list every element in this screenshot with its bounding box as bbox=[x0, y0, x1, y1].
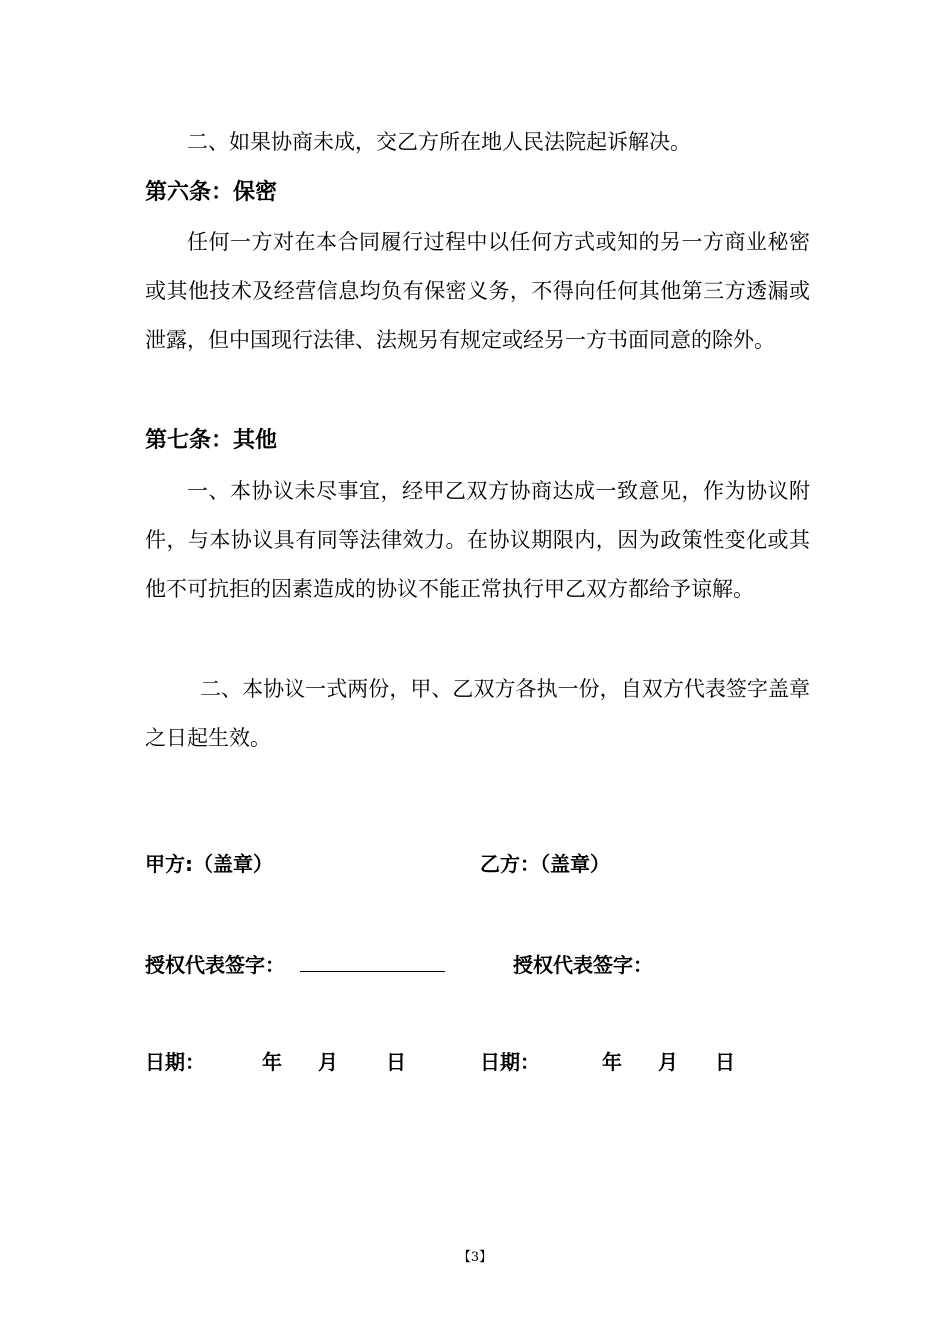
party-b-date-year: 年 bbox=[602, 1050, 622, 1074]
party-a-signature-line bbox=[300, 971, 445, 972]
party-b-seal-label: 乙方：（盖章） bbox=[480, 852, 610, 876]
party-b-date-month: 月 bbox=[658, 1050, 678, 1074]
page-number: 【3】 bbox=[457, 1250, 493, 1265]
section6-paragraph: 任何一方对在本合同履行过程中以任何方式或知的另一方商业秘密或其他技术及经营信息均负有保密义务，不得向任何其他第三方透漏或泄露，但中国现行法律、法规另有规定或经另一方书面同意的除外。 bbox=[145, 230, 810, 352]
section7-heading: 第七条：其他 bbox=[145, 428, 278, 453]
party-a-rep-label: 授权代表签字： bbox=[145, 953, 285, 977]
section7-clause1: 一、本协议未尽事宜，经甲乙双方协商达成一致意见，作为协议附件，与本协议具有同等法律效力。在协议期限内，因为政策性变化或其他不可抗拒的因素造成的协议不能正常执行甲乙双方都给予谅解。 bbox=[145, 479, 810, 601]
party-a-seal-label: 甲方:（盖章） bbox=[145, 852, 273, 876]
section7-clause2: 二、本协议一式两份，甲、乙双方各执一份，自双方代表签字盖章之日起生效。 bbox=[145, 677, 810, 750]
party-a-date-day: 日 bbox=[386, 1050, 406, 1074]
party-a-date-year: 年 bbox=[262, 1050, 282, 1074]
party-a-date-month: 月 bbox=[318, 1050, 338, 1074]
party-b-date-day: 日 bbox=[715, 1050, 735, 1074]
section5-clause2: 二、如果协商未成，交乙方所在地人民法院起诉解决。 bbox=[187, 130, 691, 154]
party-b-date-label: 日期： bbox=[480, 1050, 540, 1074]
party-a-date-label: 日期： bbox=[145, 1050, 205, 1074]
party-b-rep-label: 授权代表签字： bbox=[513, 953, 653, 977]
section6-heading: 第六条：保密 bbox=[145, 180, 278, 205]
